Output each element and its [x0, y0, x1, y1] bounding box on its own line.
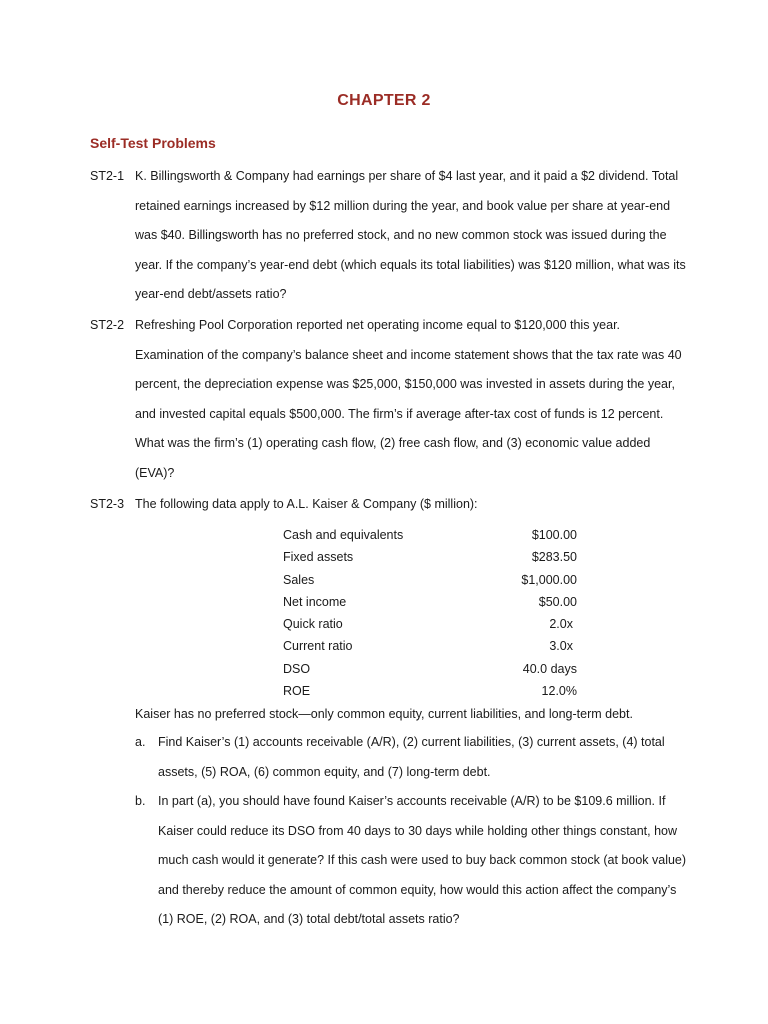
row-value: $283.50: [531, 550, 577, 565]
row-label: DSO: [283, 661, 311, 676]
row-label: Sales: [283, 572, 315, 587]
kaiser-note: Kaiser has no preferred stock—only common equity, current liabilities, and long-term debt.: [135, 707, 633, 721]
problem-text: The following data apply to A.L. Kaiser & Company ($ million):: [135, 497, 478, 511]
row-label: ROE: [283, 684, 311, 699]
part-text: Find Kaiser’s (1) accounts receivable (A/R), (2) current liabilities, (3) current assets, (4) total assets, (5) ROA, (6) common equity, and (7) long-term debt.: [158, 735, 665, 779]
problem-number: ST2-1: [90, 169, 125, 183]
problem-number: ST2-3: [90, 497, 125, 511]
table-row: [283, 680, 577, 702]
part-a: [135, 728, 690, 787]
table-row: [283, 546, 577, 568]
row-value: $1,000.00: [521, 572, 577, 587]
row-value: $50.00: [538, 594, 577, 609]
table-row: [283, 613, 577, 635]
problem-number: ST2-2: [90, 318, 125, 332]
part-text: In part (a), you should have found Kaiser’s accounts receivable (A/R) to be $109.6 million. If Kaiser could reduce its DSO from 40 days to 30 days while holding other things constant, how much cash would it generate? If this cash were used to buy back common stock (at book value) and thereby reduce the amount of common equity, how would this action affect the company’s (1) ROE, (2) ROA, and (3) total debt/total assets ratio?: [158, 794, 687, 927]
row-value: $100.00: [531, 528, 577, 542]
row-value: 2.0x: [549, 617, 573, 632]
problem-st2-2: [90, 311, 690, 489]
table-row: [283, 524, 577, 546]
chapter-title: CHAPTER 2: [337, 92, 431, 109]
table-row: [283, 635, 577, 657]
row-value: 12.0%: [541, 684, 577, 699]
row-label: Quick ratio: [283, 617, 343, 632]
part-b: [135, 787, 690, 935]
problem-text: K. Billingsworth & Company had earnings per share of $4 last year, and it paid a $2 dividend. Total retained earnings increased by $12 million during the year, and book value per share at year-end was $40. Billingsworth has no preferred stock, and no new common stock was issued during the year. If the company’s year-end debt (which equals its total liabilities) was $120 million, what was its year-end debt/assets ratio?: [135, 169, 686, 302]
table-row: [283, 569, 577, 591]
row-value: 3.0x: [549, 639, 573, 654]
kaiser-data-table: [283, 524, 577, 702]
table-row: [283, 591, 577, 613]
part-letter: a.: [135, 735, 146, 749]
table-row: [283, 658, 577, 680]
part-letter: b.: [135, 794, 146, 808]
row-label: Current ratio: [283, 639, 353, 654]
row-label: Cash and equivalents: [283, 528, 404, 542]
row-label: Net income: [283, 594, 347, 609]
problem-st2-1: [90, 162, 690, 310]
problem-st2-3: [90, 490, 690, 520]
row-value: 40.0 days: [522, 661, 577, 676]
row-label: Fixed assets: [283, 550, 354, 565]
section-title: Self-Test Problems: [90, 135, 216, 151]
problem-text: Refreshing Pool Corporation reported net operating income equal to $120,000 this year. Examination of the company’s balance sheet and income statement shows that the tax rate was 40 percent, the depreciation expense was $25,000, $150,000 was invested in assets during the year, and invested capital equals $500,000. The firm’s if average after-tax cost of funds is 12 percent. What was the firm’s (1) operating cash flow, (2) free cash flow, and (3) economic value added (EVA)?: [135, 318, 682, 480]
